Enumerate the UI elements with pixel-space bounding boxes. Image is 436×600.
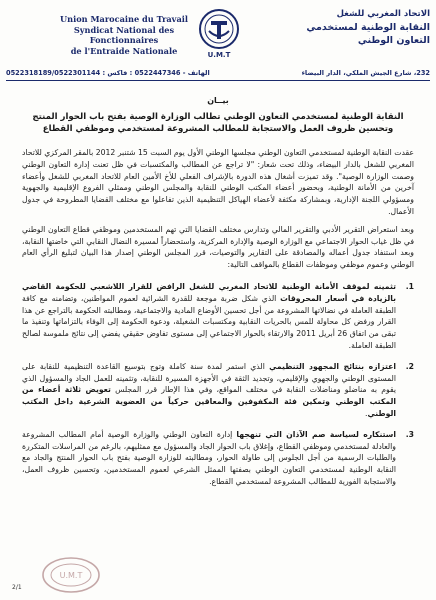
item-3-text: إدارة التعاون الوطني والوزارة الوصية أمام المطالب المشروعة والعادلة لمستخدمي وموظفي القطاع، وإغلاق باب الحوار الجاد والمسؤول مع ممثليهم، بالرغم من المراسلات المتكررة والطلبات الرسمية من أجل الجلوس إلى طاولة الحوار، ومطالبته للوزارة الوصية بفتح باب الحوار المنتج والجاد مع النقابة الوطنية لمستخدمي التعاون الوطني بصفتها الممثل الشرعي لعموم المستخدمين، وتحسين ظروف العمل، والاستجابة الفورية للمطالب المشروعة لمستخدمي القطاع. <box>22 429 396 486</box>
intro-paragraph-2: وبعد استعراض التقرير الأدبي والتقرير المالي وتدارس مختلف القضايا التي تهم المستخدمين وموظفي قطاع التعاون الوطني في ظل غياب الحوار الاجتماعي مع الوزارة الوصية والإدارة المركزية، واستحضاراً لمسيرة النضال النقابي التي خاضتها النقابة، وبعد استنفاد جدول أعماله والمصادقة على التقارير والتوصيات، قرر المجلس الوطني إصدار هذا البيان لتبليغ الرأي العام الوطني وعموم موظفي وموظفات القطاع بالمواقف التالية: <box>22 224 414 270</box>
stamp-text: U.M.T <box>59 571 83 580</box>
logo-text: U.M.T <box>207 51 231 59</box>
entraide-name-ar: التعاون الوطني <box>357 35 430 46</box>
item-2-end: . <box>365 408 368 418</box>
phone-numbers: 0522318189/0522301144 : الهاتف - 0522447346 : فاكس <box>6 69 210 77</box>
position-item-2 <box>22 361 414 420</box>
item-number: 2. <box>405 361 414 371</box>
letterhead <box>0 4 436 77</box>
item-number: 1. <box>405 281 414 291</box>
contact-bar <box>6 68 430 81</box>
postal-address: 232، شارع الجيش الملكي، الدار البيضاء <box>301 69 430 77</box>
intro-paragraph-1: عقدت النقابة الوطنية لمستخدمي التعاون الوطني مجلسها الوطني الأول يوم السبت 15 شتنبر 2012 بالمقر المركزي للاتحاد المغربي للشغل بالدار البيضاء، وذلك تحت شعار: "لا تراجع عن المطالب والمكتسبات في ظل تعنت إدارة التعاون الوطني وصمت الوزارة الوصية". وقد تميزت أشغال هذه الدورة بالإشراف الفعلي للأخ الأمين العام للاتحاد المغربي للشغل وأعضاء آخرين من الأمانة الوطنية، وبحضور أعضاء المكتب الوطني للنقابة والمجلس الوطني وممثلي الفروع الإقليمية والجهوية ومسؤولي اللجنة الإدارية، وبمشاركة مكثفة لأعضاء الهياكل التنظيمية الذين تفاعلوا مع مختلف القضايا المطروحة في جدول الأعمال. <box>22 148 415 216</box>
item-1-bold: تثمينه لموقف الأمانة الوطنية للاتحاد المغربي للشغل الرافض للقرار اللاشعبي للحكومة القاضي بالزيادة في أسعار المحروقات <box>22 281 396 303</box>
item-2-text: الذي استمر لمدة سنة كاملة وتوج بتوسيع القاعدة التنظيمية للنقابة على المستوى الوطني والجهوي والإقليمي، وتجديد الثقة في الأجهزة المسيرة للنقابة، وتثمينه للعمل الجاد والمسؤول الذي يقوم به مناضلو ومناضلات النقابة في مختلف المواقع، وفي هذا الإطار قرر المجلس <box>22 361 396 395</box>
union-name-fr: Union Marocaine du Travail <box>60 14 188 24</box>
item-3-bold: استنكاره لسياسة صم الآذان التي تنهجها <box>236 429 396 439</box>
statement-body <box>22 96 414 497</box>
statement-headline: النقابة الوطنية لمستخدمي التعاون الوطني تطالب الوزارة الوصية بفتح باب الحوار المنتج وتحسين ظروف العمل والاستجابة للمطالب المشروعة لمستخدمي وموظفي القطاع <box>32 112 404 134</box>
union-name-ar: الاتحاد المغربي للشغل <box>336 9 430 19</box>
item-2-bold-decision: تعويض ثلاثة أعضاء من المكتب الوطني وتمكين فئة المكفوفين والمعاقين حركياً من العضوية الشرعية داخل المكتب الوطني <box>22 385 396 418</box>
syndicate-name-ar: النقابة الوطنية لمستخدمي <box>306 22 430 33</box>
position-item-1 <box>22 281 414 352</box>
letterhead-french <box>44 14 204 56</box>
syndicate-name-fr: Syndicat National des Fonctionnaires <box>73 24 175 45</box>
letterhead-arabic <box>270 8 430 47</box>
union-stamp-icon <box>40 555 102 595</box>
item-number: 3. <box>405 429 414 439</box>
item-2-bold: اعتزازه بنتائج المجهود التنظيمي <box>269 361 396 371</box>
entraide-name-fr: de l'Entraide Nationale <box>70 45 178 56</box>
page-number: 2/1 <box>12 584 22 591</box>
position-item-3 <box>22 429 414 488</box>
item-1-text: الذي شكل ضربة موجعة للقدرة الشرائية لعموم المواطنين، وتضامنه مع كافة الطبقة العاملة في نضالاتها المشروعة من أجل تحسين الأوضاع المادية والاجتماعية، ومطالبته الحكومة بالتراجع عن هذا القرار ورفض كل محاولة للمس بالحريات النقابية ومكتسبات الشغيلة، ودعوة الحكومة إلى الوفاء بالتزاماتها وتنفيذ ما تبقى من اتفاق 26 أبريل 2011 والارتقاء بالحوار الاجتماعي إلى مستوى تفاوض حقيقي يفضي إلى نتائج ملموسة لصالح الطبقة العاملة. <box>22 293 396 350</box>
umt-logo-icon <box>197 7 241 59</box>
statement-title: بيــان <box>207 96 229 105</box>
